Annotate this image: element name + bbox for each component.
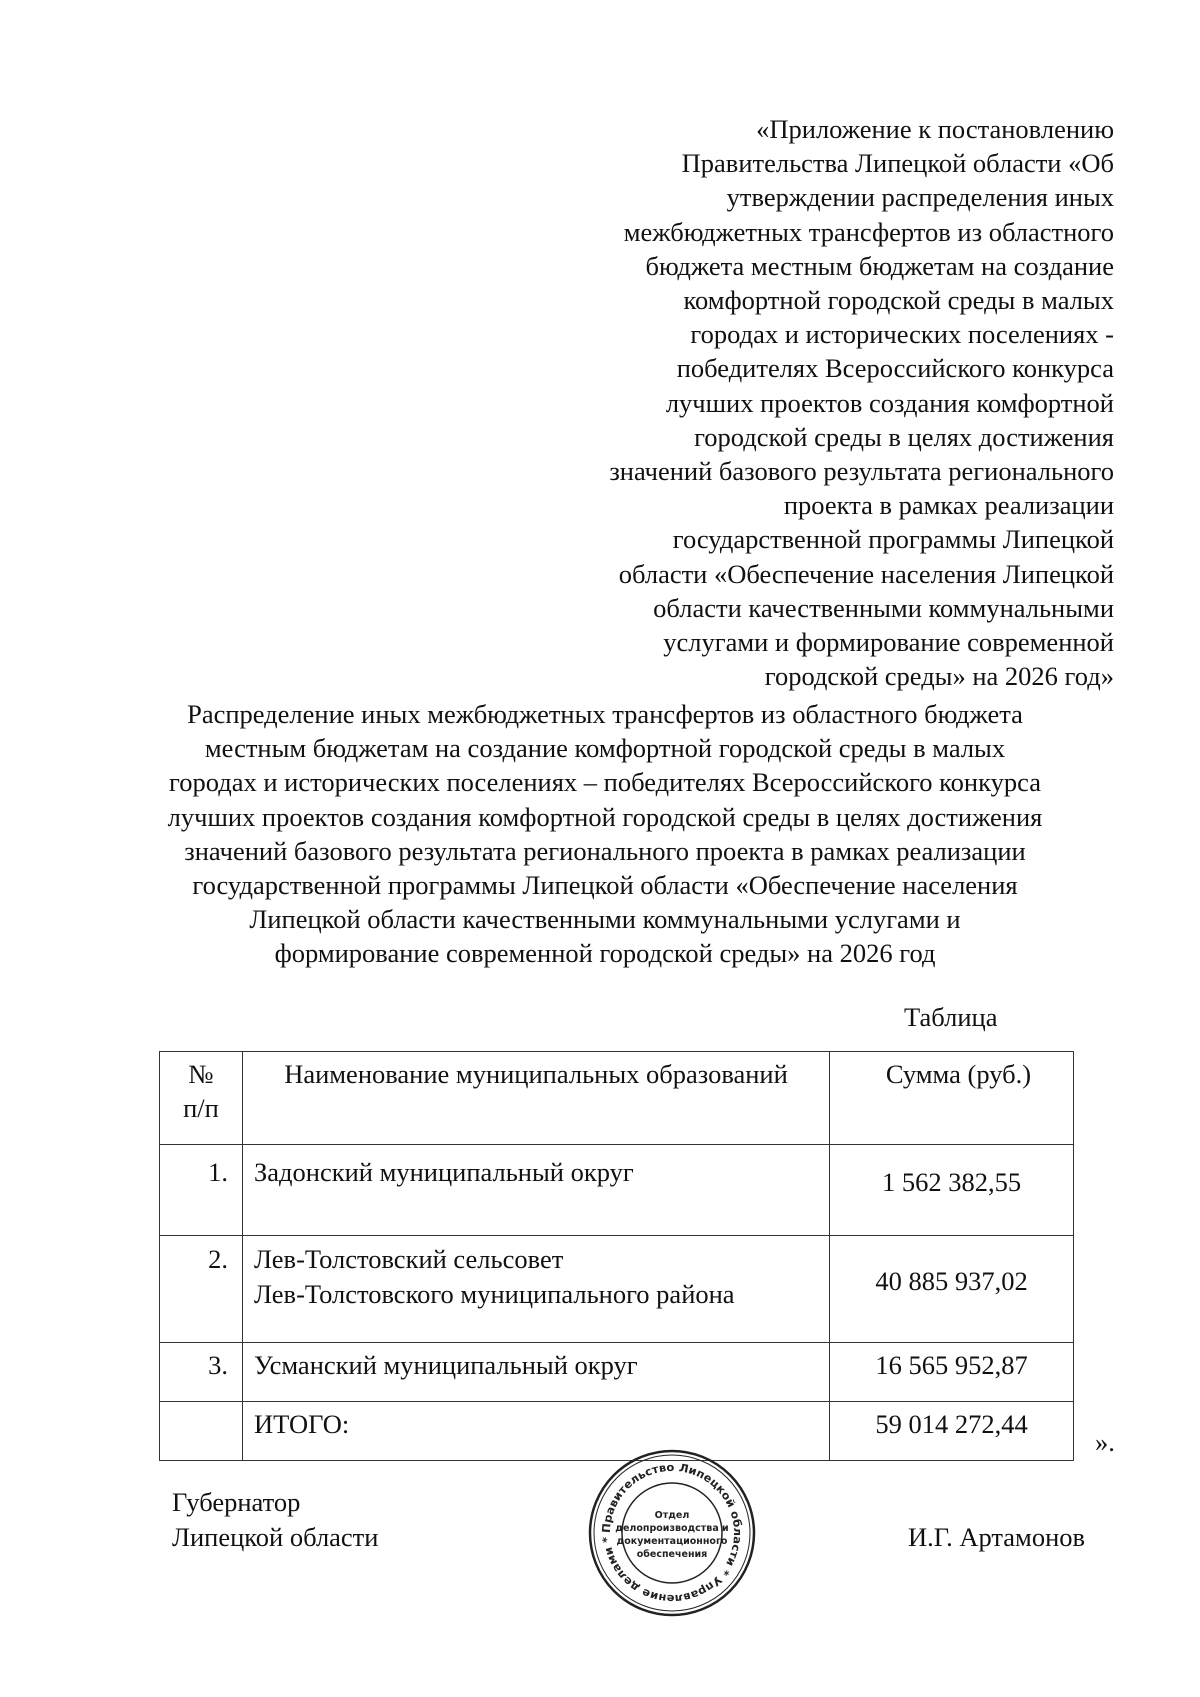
table-header-row — [160, 1052, 1074, 1145]
appendix-line: комфортной городской среды в малых — [683, 285, 1114, 316]
signatory-name: И.Г. Артамонов — [908, 1522, 1086, 1552]
heading-line: Распределение иных межбюджетных трансфертов из областного бюджета — [187, 699, 1023, 729]
appendix-line: области «Обеспечение населения Липецкой — [618, 558, 1114, 589]
appendix-line: бюджета местным бюджетам на создание — [645, 250, 1114, 281]
appendix-line: области качественными коммунальными — [653, 592, 1114, 623]
heading-line: формирование современной городской среды» на 2026 год — [274, 938, 936, 969]
row-sum: 40 885 937,02 — [830, 1236, 1074, 1343]
appendix-line: городской среды» на 2026 год» — [764, 661, 1114, 692]
closing-quote: ». — [1095, 1427, 1115, 1457]
heading-line: Липецкой области качественными коммунальными услугами и — [249, 904, 961, 935]
heading-line: лучших проектов создания комфортной городской среды в целях достижения — [167, 801, 1043, 832]
stamp-center-line: Отдел — [654, 1510, 690, 1521]
heading-line: местным бюджетам на создание комфортной городской среды в малых — [204, 733, 1006, 764]
document-heading — [110, 697, 1100, 971]
appendix-line: Правительства Липецкой области «Об — [681, 148, 1114, 179]
appendix-line: городах и исторических поселениях - — [690, 319, 1114, 350]
appendix-line: городской среды в целях достижения — [694, 421, 1114, 452]
row-sum: 1 562 382,55 — [830, 1145, 1074, 1236]
appendix-line: услугами и формирование современной — [663, 627, 1114, 658]
total-number — [160, 1402, 243, 1461]
appendix-reference — [554, 112, 1114, 693]
stamp-center-line: обеспечения — [636, 1549, 708, 1560]
row-number: 3. — [160, 1343, 243, 1402]
total-sum: 59 014 272,44 — [830, 1402, 1074, 1461]
signatory-title-line: Липецкой области — [172, 1521, 379, 1552]
distribution-table — [159, 1051, 1074, 1461]
official-stamp — [587, 1448, 757, 1618]
row-name — [243, 1236, 830, 1343]
appendix-line: «Приложение к постановлению — [756, 114, 1114, 144]
row-name: Усманский муниципальный округ — [243, 1343, 830, 1402]
heading-line: городах и исторических поселениях – победителях Всероссийского конкурса — [169, 767, 1041, 798]
appendix-line: победителях Всероссийского конкурса — [676, 353, 1114, 384]
header-sum: Сумма (руб.) — [830, 1052, 1074, 1145]
table-row — [160, 1236, 1074, 1343]
total-label: ИТОГО: — [243, 1402, 830, 1461]
appendix-line: значений базового результата регионального — [609, 456, 1114, 487]
heading-line: значений базового результата регионального проекта в рамках реализации — [184, 835, 1026, 866]
signatory-title — [172, 1485, 378, 1554]
stamp-center-line: документационного — [616, 1536, 728, 1547]
heading-line: государственной программы Липецкой области «Обеспечение населения — [192, 870, 1018, 901]
table-caption: Таблица — [904, 1002, 998, 1032]
row-number: 2. — [160, 1236, 243, 1343]
stamp-center-line: делопроизводства и — [615, 1523, 729, 1534]
row-sum: 16 565 952,87 — [830, 1343, 1074, 1402]
header-number-label: п/п — [183, 1093, 219, 1123]
appendix-line: проекта в рамках реализации — [783, 490, 1114, 521]
table-row — [160, 1343, 1074, 1402]
signatory-title-line: Губернатор — [172, 1487, 301, 1517]
row-name-line: Лев-Толстовский сельсовет — [254, 1244, 564, 1274]
header-name: Наименование муниципальных образований — [243, 1052, 830, 1145]
row-name: Задонский муниципальный округ — [243, 1145, 830, 1236]
appendix-line: межбюджетных трансфертов из областного — [623, 216, 1114, 247]
appendix-line: лучших проектов создания комфортной — [665, 387, 1114, 418]
table-row — [160, 1145, 1074, 1236]
stamp-ring-text-path: Правительство Липецкой области * Управление делами * — [599, 1460, 745, 1606]
header-number-symbol: № — [188, 1059, 214, 1089]
appendix-line: государственной программы Липецкой — [672, 524, 1114, 555]
header-number — [160, 1052, 243, 1145]
row-number: 1. — [160, 1145, 243, 1236]
appendix-line: утверждении распределения иных — [726, 182, 1114, 213]
row-name-line: Лев-Толстовского муниципального района — [254, 1279, 735, 1309]
